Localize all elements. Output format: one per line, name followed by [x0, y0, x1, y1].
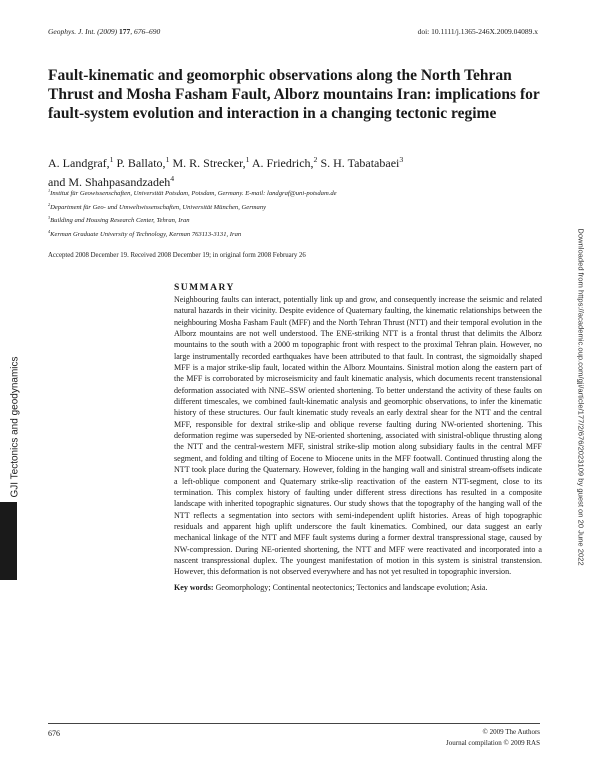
journal-name: Geophys. J. Int. [48, 27, 96, 36]
paper-title: Fault-kinematic and geomorphic observations along the North Tehran Thrust and Mosha Fasham Fault, Alborz mountains Iran: implications for fault-system evolution and interaction in a changing tectonic regime [48, 67, 540, 122]
author: and M. Shahpasandzadeh$^4$ [48, 174, 175, 189]
author: P. Ballato,$^1$ [116, 155, 170, 170]
affiliation: $^1$Institut für Geowissenschaften, Universität Potsdam, Potsdam, Germany. E-mail: landgraf@uni-potsdam.de [48, 188, 337, 198]
affiliation: $^3$Building and Housing Research Center, Tehran, Iran [48, 215, 190, 225]
keywords-text: Geomorphology; Continental neotectonics; Tectonics and landscape evolution; Asia. [215, 582, 488, 592]
keywords [174, 582, 542, 593]
author-list [48, 152, 528, 190]
page-number: 676 [48, 729, 60, 738]
summary-section [174, 283, 542, 593]
copyright [446, 727, 540, 749]
author: M. R. Strecker,$^1$ [172, 155, 250, 170]
section-side-label [3, 347, 27, 507]
journal-pages: , 676–690 [130, 27, 161, 36]
author: S. H. Tabatabaei$^3$ [320, 155, 404, 170]
affiliation: $^4$Kerman Graduate University of Technology, Kerman 763113-3131, Iran [48, 229, 242, 239]
download-watermark-text: Downloaded from https://academic.oup.com/gji/article/177/2/676/2023109 by guest on 20 June 2022 [576, 228, 586, 566]
copyright-line: Journal compilation © 2009 RAS [446, 739, 540, 747]
footer-divider [48, 723, 540, 724]
author: A. Landgraf,$^1$ [48, 155, 114, 170]
summary-text: Neighbouring faults can interact, potentially link up and grow, and consequently increase the seismic and related natural hazards in their vicinity. Despite evidence of Quaternary faulting, the kinematic relationships between the neighbouring Mosha Fasham Fault (MFF) and the North Tehran Thrust (NTT) and their temporal evolution in the Alborz mountains are not well understood. The ENE-striking NTT is a frontal thrust that delimits the Alborz mountains to the south with a 2000 m topographic front with respect to the proximal Tehran plain. However, no large instrumentally recorded earthquakes have been attributed to that fault. In contrast, the sigmoidally shaped MFF is a major strike-slip fault, located within the Alborz Mountains. Sinistral motion along the eastern part of the MFF is corroborated by microseismicity and fault kinematic analysis, which documents recent transtensional deformation associated with NNE–SSW oriented shortening. To better understand the activity of these faults on different timescales, we combined fault-kinematic analysis and geomorphic observations, to infer the kinematic history of these structures. Our fault kinematic study reveals an early dextral shear for the NTT and the central MFF, responsible for dextral strike-slip and oblique reverse faulting during NW-oriented shortening. This deformation regime was superseded by NE-oriented shortening, associated with sinistral-oblique thrusting along the NTT and the central-western MFF, sinistral strike-slip motion along subsidiary faults in the central MFF segment, and folding and tilting of Eocene to Miocene units in the MFF footwall. Continued thrusting along the NTT took place during the Quaternary. However, folding in the hanging wall and sinistral stream-offsets indicate a left-oblique component and Quaternary strike-slip reactivation of the eastern NTT-segment, close to its termination. This complex history of faulting under different stress directions has resulted in a composite landscape with inherited topographic signatures. Our study shows that the topography of the hanging wall of the NTT reflects a segmentation into sectors with semi-independent uplift histories. Areas of high topographic residuals and apparent high uplift underscore the fault kinematics. Combined, our data suggest an early mechanical linkage of the NTT and MFF fault systems during a former dextral transpressional stage, caused by NW-compression. During NE-oriented shortening, the NTT and MFF were reactivated and incorporated into a nascent transpressional duplex. The youngest manifestation of motion in this system is sinistral transtension. However, this deformation is not observed everywhere and has not yet resulted in topographic inversion. [174, 295, 542, 577]
journal-year: (2009) [97, 27, 118, 36]
section-side-label-text: GJI Tectonics and geodynamics [9, 356, 21, 498]
submission-dates: Accepted 2008 December 19. Received 2008 December 19; in original form 2008 February 26 [48, 252, 306, 259]
summary-heading: SUMMARY [174, 283, 235, 293]
journal-volume: 177 [119, 27, 131, 36]
running-header-journal [48, 27, 160, 36]
keywords-label: Key words: [174, 582, 214, 592]
section-side-tab [0, 502, 17, 580]
copyright-line: © 2009 The Authors [482, 728, 540, 736]
download-watermark [573, 213, 589, 581]
author: A. Friedrich,$^2$ [251, 155, 318, 170]
affiliation: $^2$Department für Geo- und Umweltwissenschaften, Universität München, Germany [48, 201, 267, 211]
affiliation-list [48, 186, 508, 241]
doi-text: doi: 10.1111/j.1365-246X.2009.04089.x [417, 27, 538, 36]
